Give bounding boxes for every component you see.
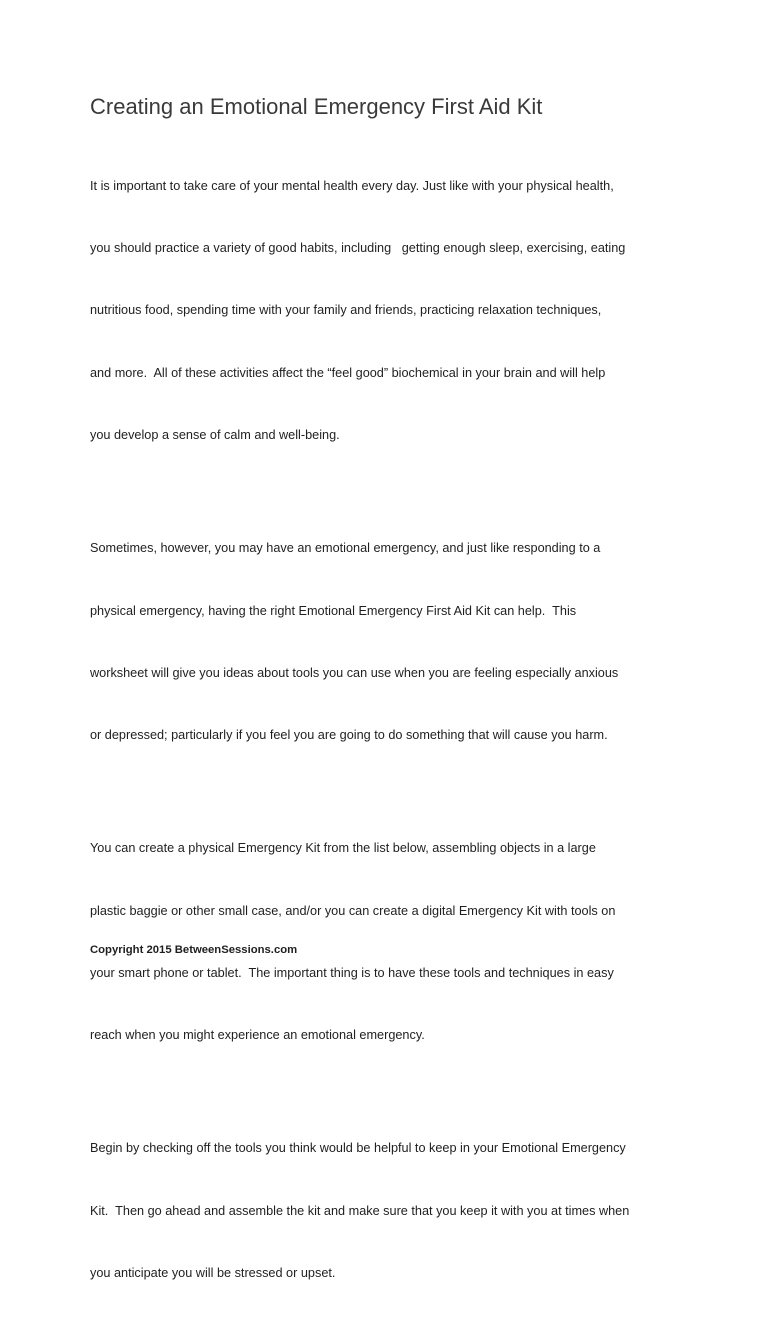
paragraph-line: Kit. Then go ahead and assemble the kit and make sure that you keep it with you at times when	[90, 1203, 630, 1218]
document-body	[90, 134, 690, 1335]
paragraph-line: worksheet will give you ideas about tools you can use when you are feeling especially anxious	[90, 665, 619, 680]
paragraph-line: Begin by checking off the tools you think would be helpful to keep in your Emotional Emergency	[90, 1141, 626, 1156]
paragraph-emergency	[90, 497, 690, 788]
paragraph-intro	[90, 134, 690, 488]
copyright-footer: Copyright 2015 BetweenSessions.com	[90, 944, 298, 956]
paragraph-line: you develop a sense of calm and well-being.	[90, 428, 340, 443]
paragraph-line: nutritious food, spending time with your family and friends, practicing relaxation techniques,	[90, 303, 602, 318]
paragraph-line: Sometimes, however, you may have an emotional emergency, and just like responding to a	[90, 541, 601, 556]
paragraph-line: or depressed; particularly if you feel you are going to do something that will cause you harm.	[90, 728, 608, 743]
paragraph-line: your smart phone or tablet. The important thing is to have these tools and techniques in easy	[90, 966, 614, 981]
paragraph-line: plastic baggie or other small case, and/or you can create a digital Emergency Kit with tools on	[90, 903, 616, 918]
paragraph-instructions	[90, 1097, 690, 1326]
paragraph-line: you should practice a variety of good habits, including getting enough sleep, exercising, eating	[90, 240, 626, 255]
paragraph-line: you anticipate you will be stressed or upset.	[90, 1266, 336, 1281]
paragraph-line: physical emergency, having the right Emotional Emergency First Aid Kit can help. This	[90, 603, 577, 618]
paragraph-line: You can create a physical Emergency Kit from the list below, assembling objects in a large	[90, 841, 596, 856]
paragraph-line: It is important to take care of your mental health every day. Just like with your physical health,	[90, 178, 614, 193]
paragraph-line: and more. All of these activities affect the “feel good” biochemical in your brain and will help	[90, 365, 606, 380]
page-title: Creating an Emotional Emergency First Aid Kit	[90, 94, 543, 119]
paragraph-line: reach when you might experience an emotional emergency.	[90, 1028, 425, 1043]
